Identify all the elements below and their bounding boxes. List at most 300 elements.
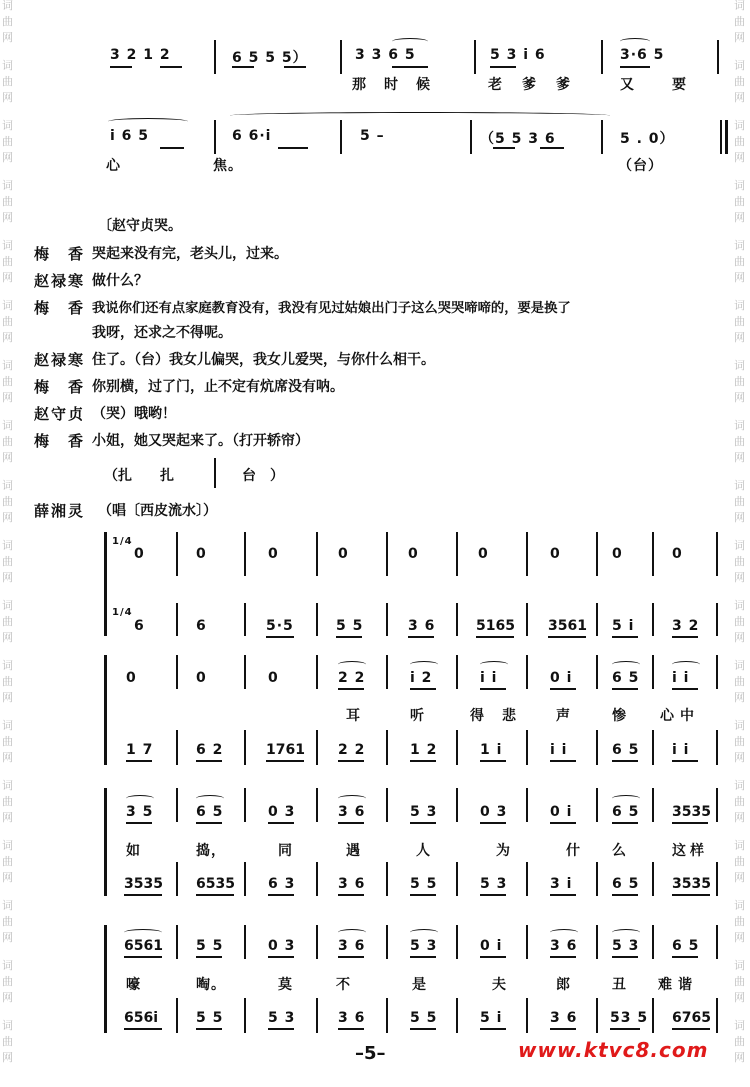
barline	[386, 655, 388, 689]
measure: 0 3	[480, 804, 508, 820]
barline	[456, 730, 458, 765]
barline	[176, 532, 178, 576]
watermark-char: 曲	[2, 975, 13, 988]
lyric: 要	[672, 77, 687, 93]
watermark-char: 网	[734, 691, 745, 704]
watermark-char: 曲	[2, 15, 13, 28]
measure: 6561	[124, 938, 163, 954]
speaker: 薛湘灵	[34, 502, 86, 520]
barline	[716, 998, 718, 1033]
measure: 5 i	[612, 618, 635, 634]
watermark-char: 曲	[734, 135, 745, 148]
time-signature: 1/4	[112, 536, 133, 547]
barline	[596, 532, 598, 576]
watermark-char: 词	[734, 239, 745, 252]
speaker: 赵禄寒	[34, 272, 86, 290]
measure: 3 6	[338, 876, 366, 892]
barline	[244, 788, 246, 822]
measure: 3 6	[338, 1010, 366, 1026]
lyric: 同	[278, 843, 293, 859]
lyric: 候	[416, 77, 431, 93]
watermark-char: 网	[734, 151, 745, 164]
measure: 5 3	[410, 804, 438, 820]
barline	[596, 925, 598, 959]
watermark-char: 词	[2, 0, 13, 12]
watermark-char: 曲	[734, 495, 745, 508]
measure: 0	[478, 546, 489, 562]
watermark-char: 曲	[2, 615, 13, 628]
barline	[716, 925, 718, 959]
measure: 3 6	[550, 1010, 578, 1026]
barline	[386, 862, 388, 896]
watermark-char: 词	[2, 479, 13, 492]
measure: 0 3	[268, 804, 296, 820]
barline	[456, 862, 458, 896]
watermark-char: 网	[2, 271, 13, 284]
stage-direction: （唱〔西皮流水〕）	[98, 503, 217, 519]
speaker: 赵守贞	[34, 405, 86, 423]
watermark-char: 曲	[734, 855, 745, 868]
measure: 5·5	[266, 618, 294, 634]
lyric: 夫	[492, 977, 507, 993]
measure: 0 i	[550, 670, 573, 686]
lyric: 什	[566, 843, 581, 859]
measure: 3 2 1 2	[110, 47, 171, 63]
measure: 5 3 i 6	[490, 47, 546, 63]
measure: 53 5	[610, 1010, 649, 1026]
measure: 0	[672, 546, 683, 562]
watermark-char: 词	[2, 719, 13, 732]
measure: 0	[196, 546, 207, 562]
measure: 0	[268, 546, 279, 562]
barline	[316, 532, 318, 576]
lyric: 难谐	[658, 977, 698, 993]
watermark-char: 网	[2, 691, 13, 704]
watermark-char: 词	[734, 899, 745, 912]
watermark-char: 曲	[2, 795, 13, 808]
barline	[652, 730, 654, 765]
watermark-char: 词	[2, 179, 13, 192]
watermark-char: 曲	[734, 75, 745, 88]
speaker: 梅 香	[34, 245, 86, 263]
barline	[716, 862, 718, 896]
lyric: 遇	[346, 843, 361, 859]
watermark-char: 词	[2, 539, 13, 552]
dialogue-line: 小姐，她又哭起来了。（打开轿帘）	[92, 433, 309, 449]
measure: 6 6·i	[232, 128, 272, 144]
barline	[176, 730, 178, 765]
lyric: 老	[488, 77, 503, 93]
watermark-char: 网	[2, 511, 13, 524]
watermark-char: 词	[734, 59, 745, 72]
measure: 3 5	[126, 804, 154, 820]
lyric: 又	[620, 77, 635, 93]
barline	[716, 788, 718, 822]
barline	[244, 862, 246, 896]
watermark-char: 网	[2, 331, 13, 344]
barline	[716, 655, 718, 689]
measure: 5 . 0）	[620, 131, 675, 147]
measure: 6 5	[612, 876, 640, 892]
measure: 0	[196, 670, 207, 686]
watermark-char: 网	[734, 451, 745, 464]
watermark-char: 网	[734, 751, 745, 764]
barline	[316, 788, 318, 822]
dialogue-line: 你别横，过了门，止不定有炕席没有呐。	[92, 379, 344, 395]
measure: 6 2	[196, 742, 224, 758]
barline	[526, 925, 528, 959]
measure: 5 5	[196, 938, 224, 954]
watermark-char: 网	[734, 631, 745, 644]
watermark-char: 曲	[2, 135, 13, 148]
speaker: 梅 香	[34, 299, 86, 317]
watermark-char: 网	[2, 391, 13, 404]
measure: 3 3 6 5	[355, 47, 416, 63]
barline	[386, 730, 388, 765]
measure: 1761	[266, 742, 305, 758]
watermark-char: 网	[734, 1051, 745, 1064]
watermark-char: 网	[734, 31, 745, 44]
measure: 1 7	[126, 742, 154, 758]
watermark-char: 词	[2, 899, 13, 912]
watermark-char: 曲	[2, 195, 13, 208]
measure: 3 6	[408, 618, 436, 634]
watermark-char: 曲	[734, 735, 745, 748]
measure: 5 5	[410, 1010, 438, 1026]
watermark-char: 词	[2, 419, 13, 432]
dialogue-line: 哭起来没有完，老头儿，过来。	[92, 246, 288, 262]
watermark-char: 词	[734, 779, 745, 792]
dialogue-line: 做什么？	[92, 273, 148, 289]
watermark-char: 曲	[2, 315, 13, 328]
measure: 6	[134, 618, 145, 634]
lyric: 如	[126, 843, 141, 859]
watermark-char: 词	[2, 959, 13, 972]
watermark-char: 曲	[2, 75, 13, 88]
lyric: 惨	[612, 708, 627, 724]
measure: 0 3	[268, 938, 296, 954]
watermark-char: 网	[2, 871, 13, 884]
measure: 0	[408, 546, 419, 562]
watermark-char: 词	[2, 779, 13, 792]
barline	[596, 655, 598, 689]
watermark-char: 网	[734, 391, 745, 404]
lyric: 为	[496, 843, 511, 859]
barline	[652, 862, 654, 896]
lyric: 丑	[612, 977, 627, 993]
barline	[386, 532, 388, 576]
watermark-char: 词	[734, 359, 745, 372]
measure: i i	[672, 670, 690, 686]
barline	[316, 925, 318, 959]
dialogue-line: 我呀，还求之不得呢。	[92, 325, 232, 341]
measure: 0	[268, 670, 279, 686]
measure: 6 5	[612, 804, 640, 820]
barline	[716, 532, 718, 576]
watermark-char: 网	[734, 811, 745, 824]
watermark-char: 词	[734, 1019, 745, 1032]
watermark-char: 网	[2, 31, 13, 44]
watermark-char: 词	[734, 659, 745, 672]
watermark-char: 曲	[2, 255, 13, 268]
measure: 5 3	[612, 938, 640, 954]
watermark-char: 曲	[2, 435, 13, 448]
measure: 3 6	[338, 804, 366, 820]
speaker: 梅 香	[34, 432, 86, 450]
lyric: 那	[352, 77, 367, 93]
watermark-char: 曲	[734, 15, 745, 28]
measure: 3535	[672, 804, 711, 820]
lyric: 是	[412, 977, 427, 993]
barline	[652, 998, 654, 1033]
measure: i i	[480, 670, 498, 686]
measure: 2 2	[338, 670, 366, 686]
watermark-char: 词	[2, 59, 13, 72]
barline	[244, 532, 246, 576]
lyric: 不	[336, 977, 351, 993]
watermark-char: 网	[2, 451, 13, 464]
lyric: 心中	[660, 708, 700, 724]
measure: 5 –	[360, 128, 385, 144]
watermark-char: 曲	[2, 675, 13, 688]
measure: 0	[612, 546, 623, 562]
barline	[176, 862, 178, 896]
watermark-char: 网	[734, 871, 745, 884]
barline	[596, 603, 598, 636]
measure: 5 3	[480, 876, 508, 892]
barline	[386, 603, 388, 636]
watermark-char: 曲	[734, 1035, 745, 1048]
barline	[596, 788, 598, 822]
lyric: 捣，	[196, 843, 226, 859]
watermark-char: 网	[2, 931, 13, 944]
lyric: 得悲	[470, 708, 534, 724]
watermark-char: 曲	[734, 195, 745, 208]
measure: i i	[672, 742, 690, 758]
measure: 0 i	[480, 938, 503, 954]
watermark-char: 曲	[734, 375, 745, 388]
watermark-char: 网	[2, 571, 13, 584]
barline	[456, 655, 458, 689]
watermark-char: 词	[734, 599, 745, 612]
watermark-char: 曲	[734, 255, 745, 268]
watermark-char: 词	[734, 839, 745, 852]
barline	[176, 925, 178, 959]
measure: i 6 5	[110, 128, 150, 144]
watermark-char: 曲	[2, 915, 13, 928]
lyric: 这样	[672, 843, 708, 859]
watermark-char: 词	[734, 479, 745, 492]
percussion-left: （扎 扎	[104, 468, 174, 484]
lyric: 听	[410, 708, 425, 724]
barline	[526, 730, 528, 765]
watermark-char: 曲	[734, 315, 745, 328]
watermark-char: 词	[734, 539, 745, 552]
watermark-char: 词	[734, 719, 745, 732]
measure: 5 5	[336, 618, 364, 634]
watermark-char: 曲	[2, 555, 13, 568]
measure: 3 2	[672, 618, 700, 634]
barline	[596, 730, 598, 765]
barline	[386, 925, 388, 959]
watermark-char: 曲	[2, 375, 13, 388]
watermark-char: 网	[734, 931, 745, 944]
percussion-right: 台 ）	[242, 468, 284, 484]
barline	[652, 655, 654, 689]
dialogue-line: （哭）哦哟！	[92, 406, 176, 422]
barline	[316, 998, 318, 1033]
watermark-char: 网	[2, 91, 13, 104]
watermark-char: 词	[734, 959, 745, 972]
watermark-char: 词	[734, 0, 745, 12]
barline	[716, 603, 718, 636]
watermark-char: 曲	[734, 615, 745, 628]
measure: i i	[550, 742, 568, 758]
measure: 3 i	[550, 876, 573, 892]
time-signature: 1/4	[112, 607, 133, 618]
barline	[386, 788, 388, 822]
watermark-char: 词	[2, 839, 13, 852]
measure: 5 5	[196, 1010, 224, 1026]
measure: 5 i	[480, 1010, 503, 1026]
measure: 3561	[548, 618, 587, 634]
lyric: 耳	[346, 708, 361, 724]
barline	[526, 788, 528, 822]
dialogue-line: 我说你们还有点家庭教育没有，我没有见过姑娘出门子这么哭哭啼啼的，要是换了	[92, 301, 571, 316]
watermark-char: 网	[2, 991, 13, 1004]
watermark-char: 曲	[734, 795, 745, 808]
measure: i 2	[410, 670, 433, 686]
barline	[244, 998, 246, 1033]
watermark-char: 网	[734, 91, 745, 104]
barline	[316, 862, 318, 896]
measure: 3·6 5	[620, 47, 665, 63]
watermark-char: 网	[734, 211, 745, 224]
measure: 3535	[124, 876, 163, 892]
watermark-char: 网	[2, 1051, 13, 1064]
watermark-char: 曲	[2, 495, 13, 508]
watermark-char: 词	[2, 299, 13, 312]
lyric: 人	[416, 843, 431, 859]
measure: 0	[126, 670, 137, 686]
watermark-char: 词	[2, 1019, 13, 1032]
measure: 6 5	[612, 742, 640, 758]
barline	[244, 603, 246, 636]
watermark-char: 词	[2, 119, 13, 132]
measure: 6	[196, 618, 207, 634]
barline	[176, 603, 178, 636]
watermark-char: 网	[734, 511, 745, 524]
watermark-char: 曲	[2, 735, 13, 748]
measure: 656i	[124, 1010, 159, 1026]
watermark-char: 曲	[734, 555, 745, 568]
watermark-char: 曲	[734, 675, 745, 688]
barline	[652, 788, 654, 822]
barline	[526, 532, 528, 576]
measure: 6 3	[268, 876, 296, 892]
lyric: 爹	[556, 77, 571, 93]
barline	[456, 532, 458, 576]
watermark-char: 网	[2, 211, 13, 224]
measure: 6765	[672, 1010, 711, 1026]
lyric: 嚎	[126, 977, 141, 993]
measure: 5 3	[268, 1010, 296, 1026]
watermark-char: 词	[2, 239, 13, 252]
lyric: 时	[384, 77, 399, 93]
watermark-char: 曲	[734, 975, 745, 988]
barline	[244, 655, 246, 689]
measure: 0	[338, 546, 349, 562]
barline	[244, 925, 246, 959]
lyric: 郎	[556, 977, 571, 993]
measure: 5 3	[410, 938, 438, 954]
watermark-char: 网	[734, 571, 745, 584]
barline	[244, 730, 246, 765]
barline	[526, 655, 528, 689]
lyric: 焦。	[213, 158, 243, 174]
lyric: （台）	[618, 158, 663, 174]
watermark-char: 词	[734, 179, 745, 192]
speaker: 梅 香	[34, 378, 86, 396]
watermark-char: 网	[2, 631, 13, 644]
lyric: 心	[106, 158, 121, 174]
measure: 2 2	[338, 742, 366, 758]
watermark-char: 网	[734, 991, 745, 1004]
barline	[652, 532, 654, 576]
lyric: 啕。	[196, 977, 226, 993]
barline	[316, 655, 318, 689]
measure: 1 2	[410, 742, 438, 758]
speaker: 赵禄寒	[34, 351, 86, 369]
barline	[456, 603, 458, 636]
site-url: www.ktvc8.com	[518, 1038, 709, 1062]
watermark-char: 词	[2, 599, 13, 612]
measure: 6 5 5 5）	[232, 50, 308, 66]
barline	[386, 998, 388, 1033]
watermark-char: 网	[2, 751, 13, 764]
stage-direction: 〔赵守贞哭。	[98, 218, 182, 234]
lyric: 莫	[278, 977, 293, 993]
barline	[176, 788, 178, 822]
barline	[456, 788, 458, 822]
measure: 3535	[672, 876, 711, 892]
measure: 0	[134, 546, 145, 562]
measure: 1 i	[480, 742, 503, 758]
watermark-char: 网	[734, 271, 745, 284]
watermark-char: 曲	[2, 1035, 13, 1048]
measure: 6 5	[612, 670, 640, 686]
watermark-char: 词	[734, 299, 745, 312]
measure: 6 5	[196, 804, 224, 820]
watermark-char: 网	[2, 151, 13, 164]
measure: 5165	[476, 618, 515, 634]
watermark-char: 网	[734, 331, 745, 344]
watermark-char: 词	[2, 359, 13, 372]
watermark-char: 曲	[734, 435, 745, 448]
measure: 6535	[196, 876, 235, 892]
barline	[716, 730, 718, 765]
lyric: 声	[556, 708, 571, 724]
barline	[652, 925, 654, 959]
page-number: –5–	[355, 1043, 386, 1064]
watermark-char: 词	[734, 419, 745, 432]
barline	[456, 998, 458, 1033]
watermark-char: 网	[2, 811, 13, 824]
barline	[176, 655, 178, 689]
measure: 3 6	[550, 938, 578, 954]
barline	[526, 603, 528, 636]
dialogue-line: 住了。（台）我女儿偏哭，我女儿爱哭，与你什么相干。	[92, 352, 435, 368]
